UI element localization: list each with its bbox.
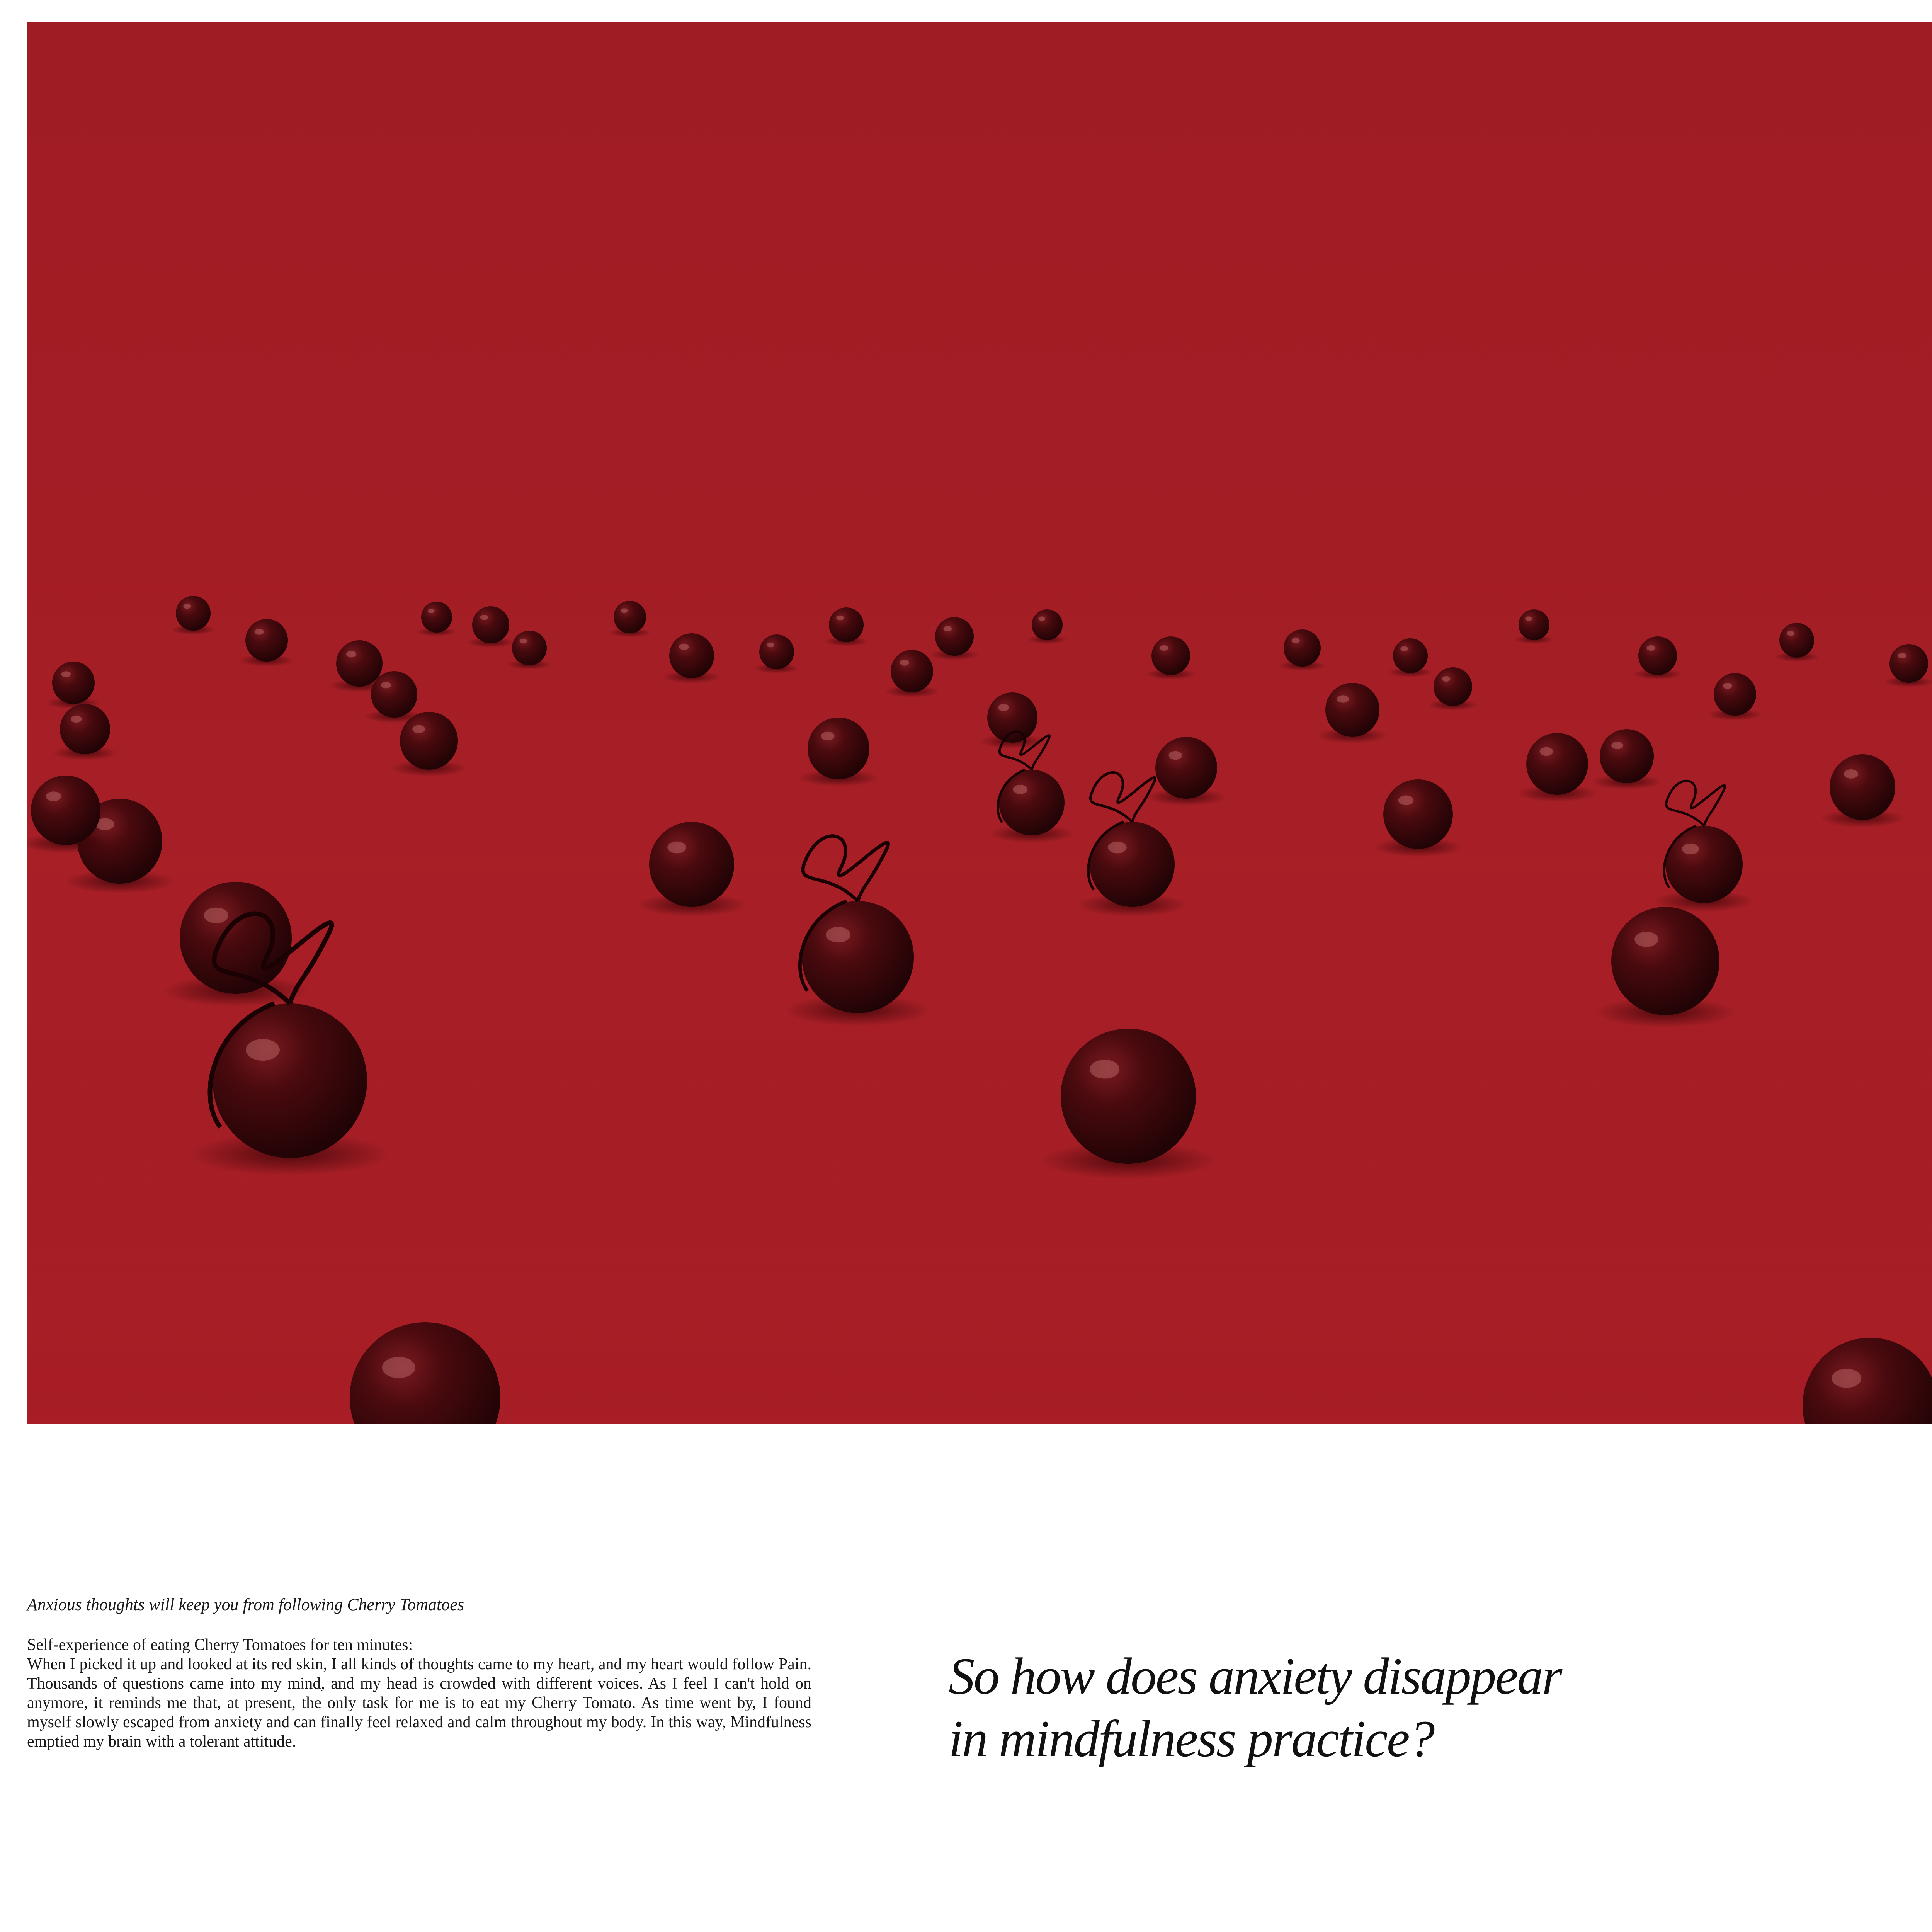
section1-body [27, 1635, 811, 1751]
section1-intro: Self-experience of eating Cherry Tomatoes for ten minutes: [27, 1636, 413, 1654]
photo1-caption [1893, 1425, 1932, 1471]
pull-quote-line2: in mindfulness practice? [949, 1710, 1434, 1768]
cherry-tomatoes-red-field-photo [27, 22, 1932, 1424]
photo1-caption-title [1893, 1425, 1932, 1448]
pull-quote-line1: So how does anxiety disappear [949, 1648, 1561, 1705]
red-field-illustration [27, 22, 1932, 1424]
pull-quote-question [949, 1645, 1721, 1770]
section1-paragraph: When I picked it up and looked at its red skin, I all kinds of thoughts came to my heart, and my heart would follow Pain. Thousands of questions came into my mind, and my head is crowded with different voices. As I feel I can't hold on anymore, it reminds me that, at present, the only task for me is to eat my Cherry Tomato. As time went by, I found myself slowly escaped from anxiety and can finally feel relaxed and calm throughout my body. In this way, Mindfulness emptied my brain with a tolerant attitude. [27, 1655, 811, 1750]
photo1-caption-meta [1893, 1448, 1932, 1471]
section1-subhead: Anxious thoughts will keep you from following Cherry Tomatoes [27, 1595, 464, 1614]
